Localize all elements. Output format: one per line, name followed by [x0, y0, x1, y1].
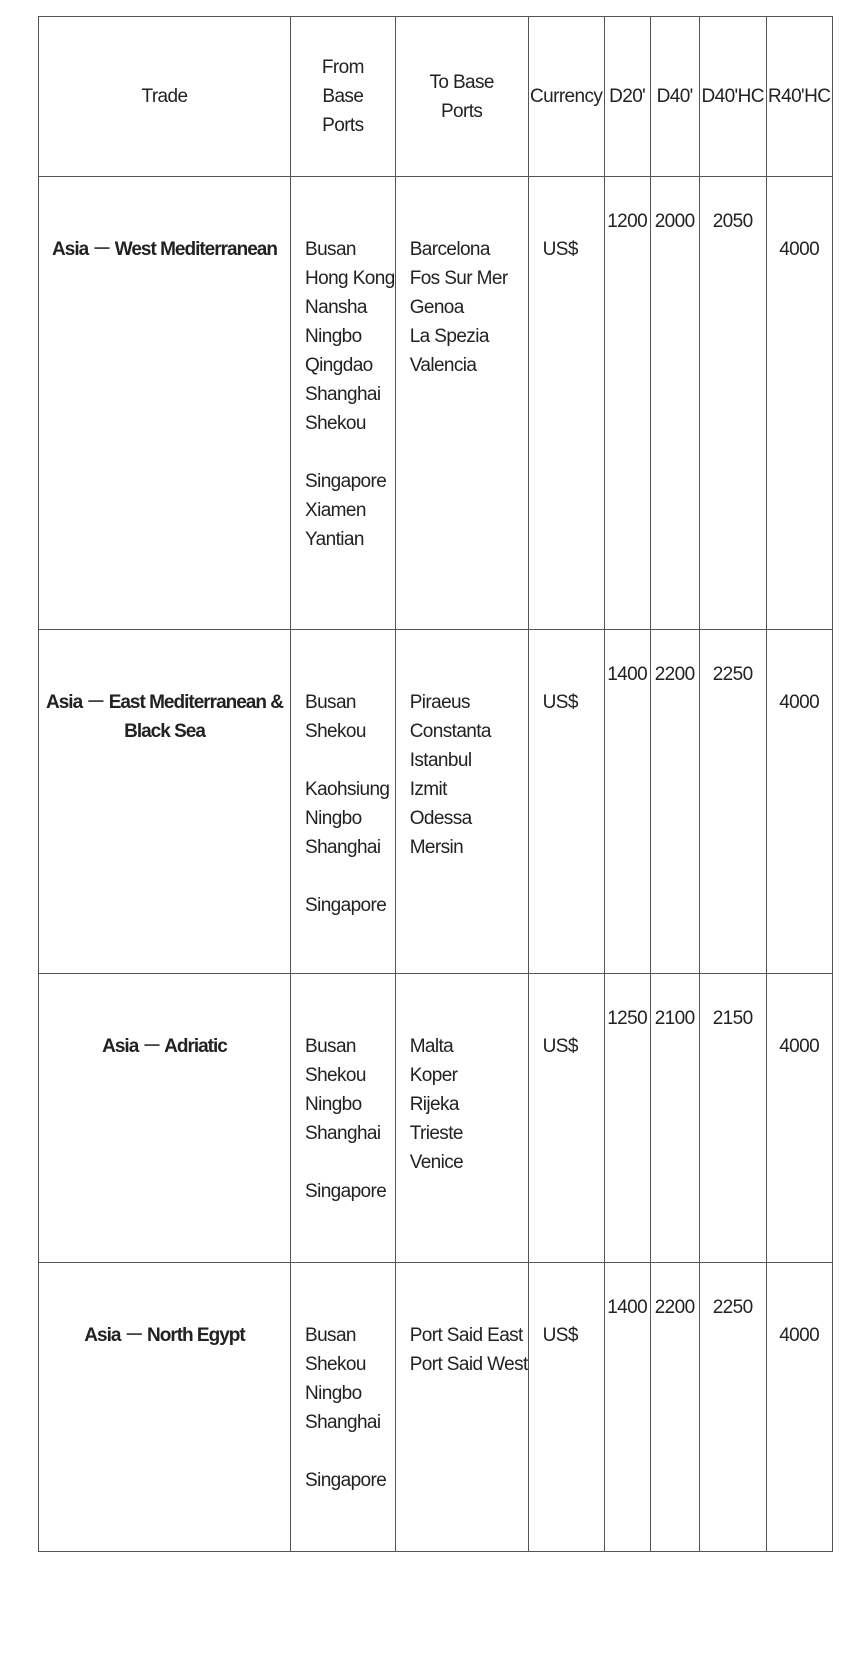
currency-cell: US$ — [528, 974, 604, 1263]
from-port: Shanghai — [305, 1412, 381, 1433]
header-from — [291, 17, 396, 177]
to-port: Malta — [409, 1036, 454, 1057]
d20-rate: 1200 — [604, 177, 650, 630]
from-port: Ningbo — [305, 326, 362, 347]
from-port: Shanghai — [305, 837, 381, 858]
from-port: Shekou — [305, 1065, 366, 1086]
header-from-label: From Base Ports — [321, 57, 364, 136]
trade-cell — [39, 1263, 291, 1552]
d20-rate: 1250 — [604, 974, 650, 1263]
d40-rate: 2000 — [650, 177, 699, 630]
to-ports-cell — [395, 974, 528, 1263]
from-port: Busan — [305, 692, 356, 713]
from-port: Shanghai — [305, 1123, 381, 1144]
from-port: Busan — [305, 239, 356, 260]
to-port: Venice — [409, 1152, 464, 1173]
table-row — [39, 177, 833, 630]
from-port: Shekou — [305, 1354, 366, 1375]
trade-name: Asia － Adriatic — [102, 1036, 227, 1057]
trade-name: Asia － East Mediterranean & Black Sea — [46, 692, 283, 742]
from-port: Xiamen — [305, 500, 366, 521]
d20-rate: 1400 — [604, 630, 650, 974]
from-port — [291, 1437, 395, 1466]
to-port: Trieste — [409, 1123, 463, 1144]
to-port: Port Said West — [409, 1354, 528, 1375]
to-port: Piraeus — [409, 692, 470, 713]
trade-name: Asia － West Mediterranean — [52, 239, 277, 260]
to-port: Constanta — [409, 721, 491, 742]
freight-rate-table — [38, 16, 833, 1552]
to-port: Mersin — [409, 837, 464, 858]
from-port: Busan — [305, 1036, 356, 1057]
r40hc-rate: 4000 — [766, 974, 832, 1263]
from-ports-cell — [291, 974, 396, 1263]
from-port: Shanghai — [305, 384, 381, 405]
from-port: Singapore — [305, 895, 387, 916]
trade-cell — [39, 630, 291, 974]
from-port: Ningbo — [305, 1383, 362, 1404]
to-ports-cell — [395, 630, 528, 974]
to-port: Genoa — [409, 297, 464, 318]
d40hc-rate: 2250 — [699, 1263, 766, 1552]
trade-cell — [39, 974, 291, 1263]
d40-rate: 2200 — [650, 630, 699, 974]
from-port: Singapore — [305, 471, 387, 492]
to-ports-cell — [395, 177, 528, 630]
table-row — [39, 630, 833, 974]
to-port: Fos Sur Mer — [409, 268, 508, 289]
table-row — [39, 1263, 833, 1552]
from-port — [291, 746, 395, 775]
r40hc-rate: 4000 — [766, 1263, 832, 1552]
to-port: Koper — [409, 1065, 458, 1086]
to-ports-cell — [395, 1263, 528, 1552]
to-port: Izmit — [409, 779, 447, 800]
from-port: Singapore — [305, 1181, 387, 1202]
header-to — [395, 17, 528, 177]
from-port: Qingdao — [305, 355, 373, 376]
currency-cell: US$ — [528, 1263, 604, 1552]
from-port: Singapore — [305, 1470, 387, 1491]
header-to-label: To Base Ports — [429, 71, 494, 122]
d40hc-rate: 2250 — [699, 630, 766, 974]
to-port: Valencia — [409, 355, 477, 376]
from-port: Shekou — [305, 721, 366, 742]
header-row — [39, 17, 833, 177]
d40-rate: 2100 — [650, 974, 699, 1263]
table-row — [39, 974, 833, 1263]
from-port: Kaohsiung — [305, 779, 390, 800]
d20-rate: 1400 — [604, 1263, 650, 1552]
from-ports-cell — [291, 1263, 396, 1552]
header-trade: Trade — [39, 17, 291, 177]
d40-rate: 2200 — [650, 1263, 699, 1552]
currency-cell: US$ — [528, 630, 604, 974]
to-port: Barcelona — [409, 239, 490, 260]
r40hc-rate: 4000 — [766, 630, 832, 974]
from-port: Busan — [305, 1325, 356, 1346]
from-ports-cell — [291, 177, 396, 630]
d40hc-rate: 2050 — [699, 177, 766, 630]
header-d40hc: D40'HC — [699, 17, 766, 177]
from-port: Shekou — [305, 413, 366, 434]
d40hc-rate: 2150 — [699, 974, 766, 1263]
trade-cell — [39, 177, 291, 630]
from-port: Yantian — [305, 529, 364, 550]
to-port: Odessa — [409, 808, 472, 829]
from-port — [291, 862, 395, 891]
from-ports-cell — [291, 630, 396, 974]
from-port: Ningbo — [305, 808, 362, 829]
from-port: Ningbo — [305, 1094, 362, 1115]
from-port: Nansha — [305, 297, 367, 318]
header-r40hc: R40'HC — [766, 17, 832, 177]
currency-cell: US$ — [528, 177, 604, 630]
from-port: Hong Kong — [305, 268, 395, 289]
header-d20: D20' — [604, 17, 650, 177]
to-port: Port Said East — [409, 1325, 523, 1346]
from-port — [291, 438, 395, 467]
r40hc-rate: 4000 — [766, 177, 832, 630]
from-port — [291, 1148, 395, 1177]
to-port: Istanbul — [409, 750, 472, 771]
to-port: Rijeka — [409, 1094, 459, 1115]
header-d40: D40' — [650, 17, 699, 177]
to-port: La Spezia — [409, 326, 489, 347]
trade-name: Asia － North Egypt — [84, 1325, 245, 1346]
header-currency: Currency — [528, 17, 604, 177]
